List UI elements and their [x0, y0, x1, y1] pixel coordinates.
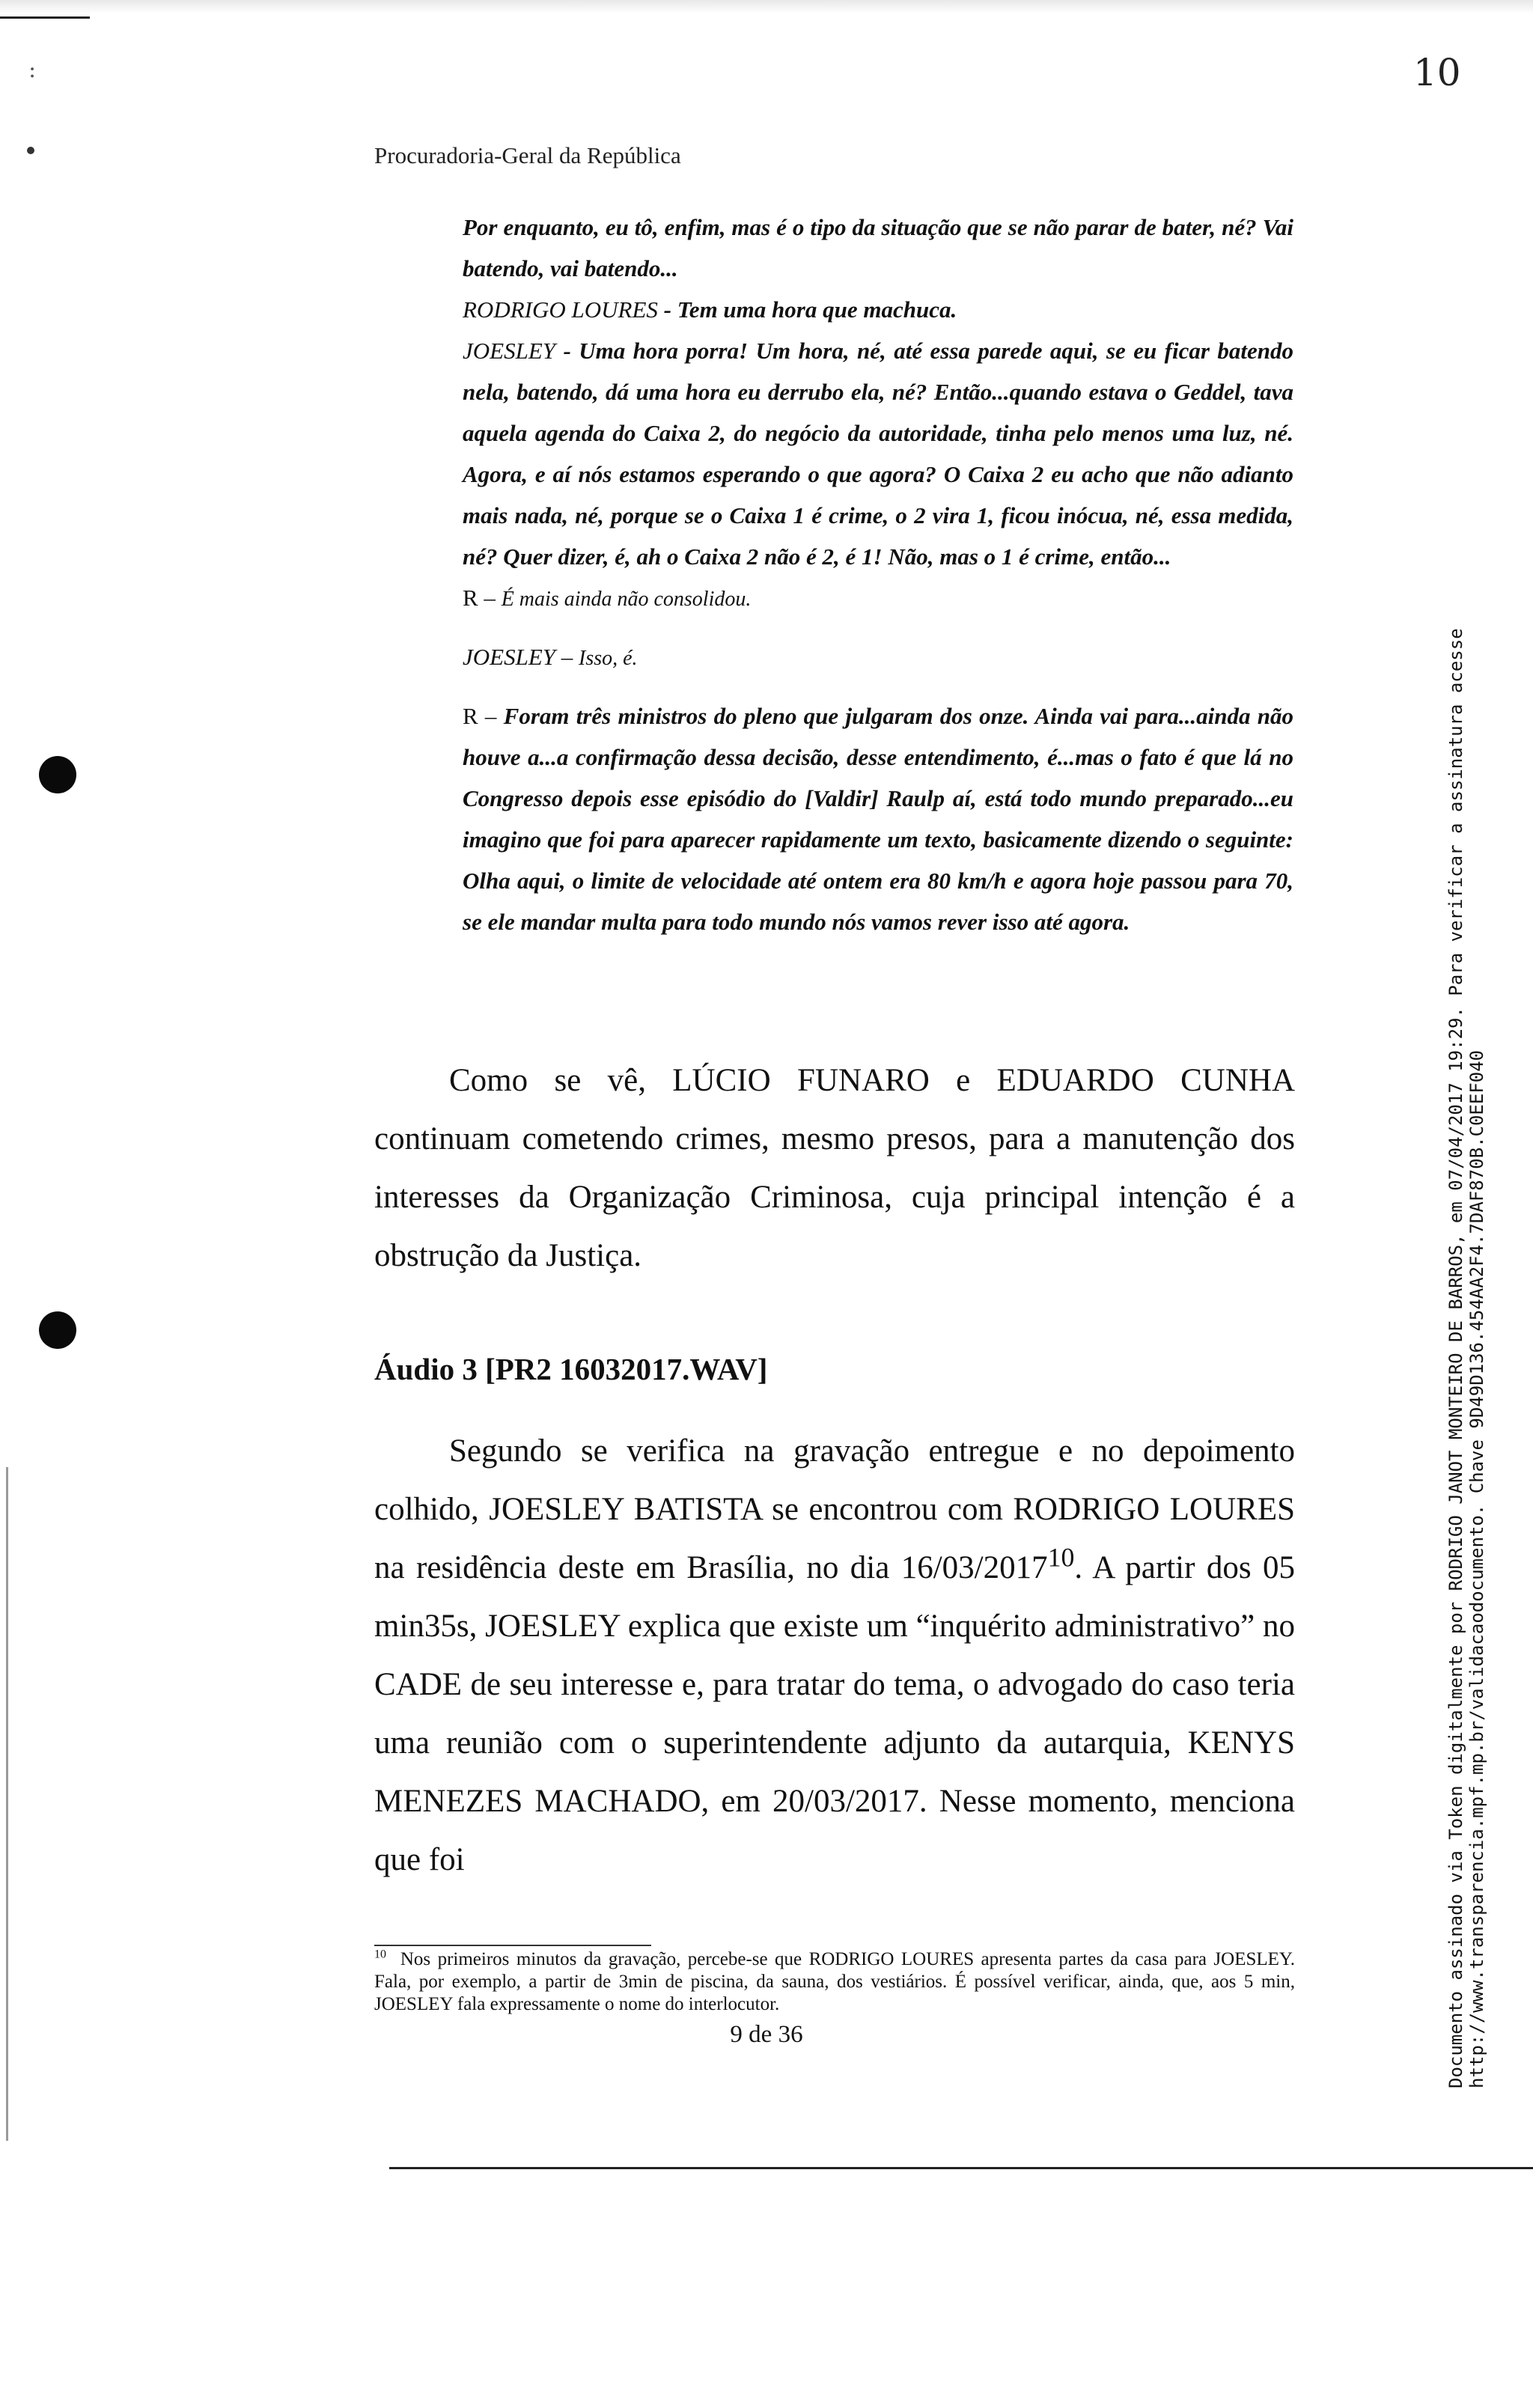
punch-hole-lower [39, 1311, 76, 1349]
section-heading: Áudio 3 [PR2 16032017.WAV] [374, 1352, 768, 1386]
speaker-label: JOESLEY [463, 338, 555, 364]
quote-paragraph-3 [463, 330, 1293, 577]
signature-line-1: Documento assinado via Token digitalmente por RODRIGO JANOT MONTEIRO DE BARROS, em 07/04/2017 19:29. Para verificar a assinatura acesse [1445, 628, 1466, 2088]
speaker-label: JOESLEY – [463, 644, 579, 670]
page-number: 9 de 36 [730, 2021, 803, 2048]
speaker-label: RODRIGO LOURES [463, 296, 658, 323]
quote-paragraph-2 [463, 289, 1293, 330]
speaker-label: R – [463, 585, 502, 611]
paragraph-text: Como se vê, LÚCIO FUNARO e EDUARDO CUNHA continuam cometendo crimes, mesmo presos, para a manutenção dos interesses da Organização Criminosa, cuja principal intenção é a obstrução da Justiça. [374, 1063, 1295, 1273]
quote-text: É mais ainda não consolidou. [501, 588, 752, 611]
quote-paragraph-6 [463, 695, 1293, 942]
body-paragraph-1 [374, 1052, 1295, 1285]
margin-dot [27, 147, 34, 154]
body-paragraph-2 [374, 1422, 1295, 1889]
signature-line-2: http://www.transparencia.mpf.mp.br/validacaodocumento. Chave 9D49D136.454AA2F4.7DAF870B.C0EEF040 [1466, 1049, 1487, 2088]
paragraph-text-part: Segundo se verifica na gravação entregue e no depoimento colhido, JOESLEY BATISTA se encontrou com RODRIGO LOURES na residência deste em Brasília, no dia 16/03/2017 [374, 1433, 1295, 1585]
handwritten-page-number: 10 [1413, 51, 1461, 94]
footnote-reference: 10 [1047, 1542, 1075, 1573]
margin-tick: : [28, 57, 37, 83]
speaker-label: R – [463, 703, 504, 729]
footnote [374, 1948, 1295, 2016]
bottom-rule [389, 2167, 1533, 2169]
page-header: Procuradoria-Geral da República [374, 142, 681, 168]
quote-paragraph-1: Por enquanto, eu tô, enfim, mas é o tipo da situação que se não parar de bater, né? Vai batendo, vai batendo... [463, 214, 1293, 281]
quote-paragraph-4 [463, 577, 1293, 620]
scan-corner-mark [0, 0, 90, 19]
quote-text: - Uma hora porra! Um hora, né, até essa parede aqui, se eu ficar batendo nela, batendo, dá uma hora eu derrubo ela, né? Então...quando estava o Geddel, tava aquela agenda do Caixa 2, do negócio da autoridade, tinha pelo menos uma luz, né. Agora, e aí nós estamos esperando o que agora? O Caixa 2 eu acho que não adianto mais nada, né, porque se o Caixa 1 é crime, o 2 vira 1, ficou inócua, né, essa medida, né? Quer dizer, é, ah o Caixa 2 não é 2, é 1! Não, mas o 1 é crime, então... [463, 338, 1293, 570]
quote-text: Foram três ministros do pleno que julgaram dos onze. Ainda vai para...ainda não houve a...a confirmação dessa decisão, desse entendimento, é...mas o fato é que lá no Congresso depois esse episódio do [Valdir] Raulp aí, está todo mundo preparado...eu imagino que foi para aparecer rapidamente um texto, basicamente dizendo o seguinte: Olha aqui, o limite de velocidade até ontem era 80 km/h e agora hoje passou para 70, se ele mandar multa para todo mundo nós vamos rever isso até agora. [463, 703, 1293, 935]
quote-text: - Tem uma hora que machuca. [657, 296, 957, 323]
quote-text: Isso, é. [579, 647, 638, 670]
punch-hole-upper [39, 756, 76, 793]
quote-paragraph-5 [463, 636, 1293, 679]
transcript-quote [463, 207, 1293, 942]
footnote-number: 10 [374, 1948, 386, 1961]
paragraph-text [374, 1422, 1295, 1889]
paragraph-text-part: . A partir dos 05 min35s, JOESLEY explica que existe um “inquérito administrativo” no CADE de seu interesse e, para tratar do tema, o advogado do caso teria uma reunião com o superintendente adjunto da autarquia, KENYS MENEZES MACHADO, em 20/03/2017. Nesse momento, menciona que foi [374, 1550, 1295, 1877]
scan-top-edge [0, 0, 1533, 13]
footnote-text: Nos primeiros minutos da gravação, percebe-se que RODRIGO LOURES apresenta partes da casa para JOESLEY. Fala, por exemplo, a partir de 3min de piscina, da sauna, dos vestiários. É possível verificar, ainda, que, aos 5 min, JOESLEY fala expressamente o nome do interlocutor. [374, 1949, 1296, 2014]
footnote-separator [374, 1945, 651, 1946]
